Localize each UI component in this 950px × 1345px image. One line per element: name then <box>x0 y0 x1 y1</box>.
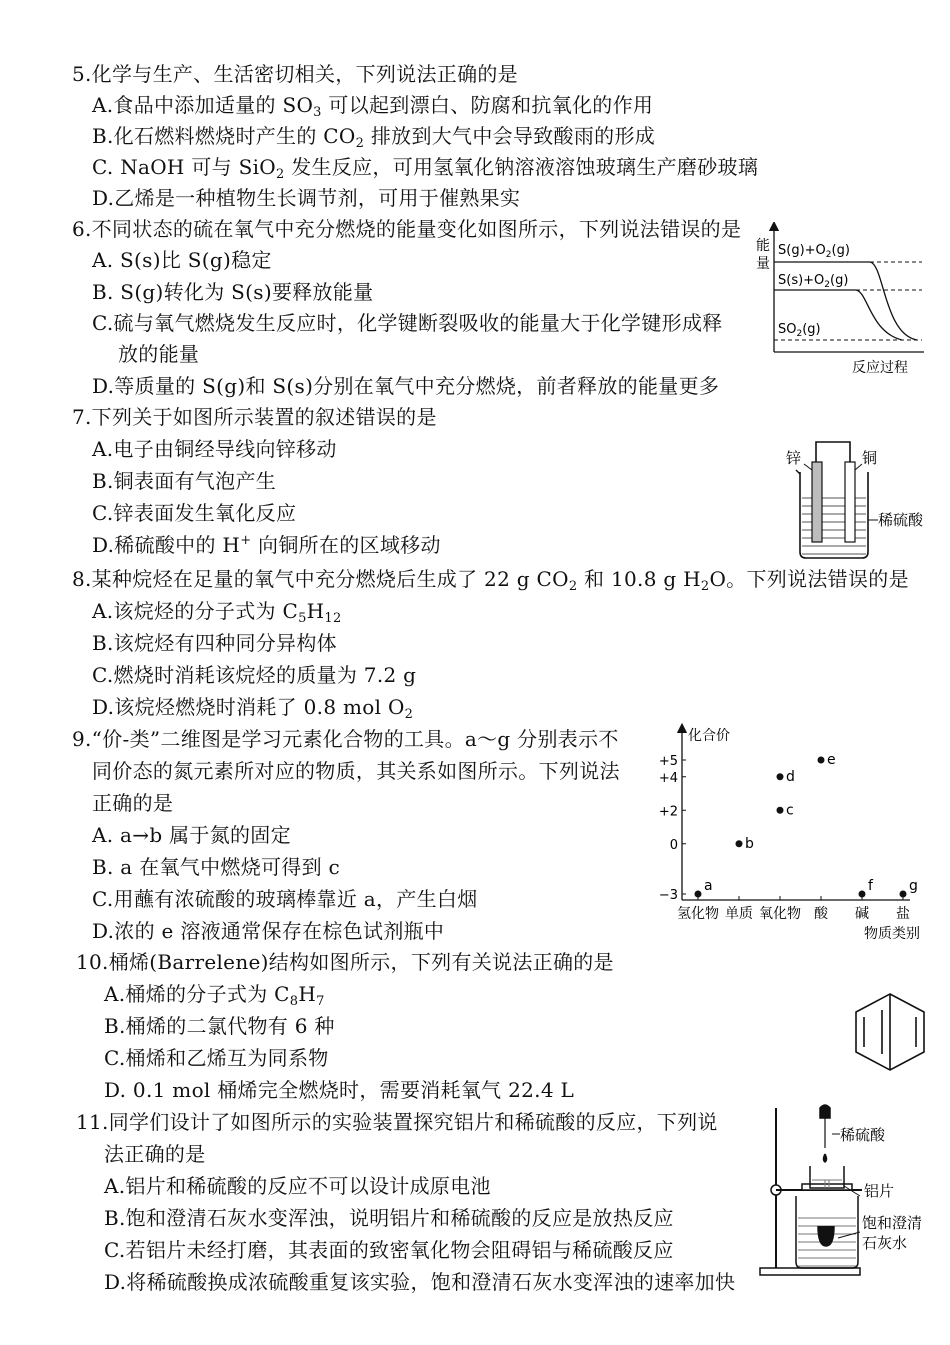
label-dilute-acid-2: 稀硫酸 <box>840 1126 886 1144</box>
point-label-g: g <box>909 878 918 894</box>
x-category-label: 碱 <box>855 906 869 922</box>
point-f <box>859 891 866 898</box>
q11-option-a: A.铝片和稀硫酸的反应不可以设计成原电池 <box>104 1174 491 1198</box>
point-label-e: e <box>827 752 836 768</box>
zinc-plate <box>812 462 822 542</box>
q11-stem-1: 11.同学们设计了如图所示的实验装置探究铝片和稀硫酸的反应，下列说 <box>76 1110 718 1134</box>
q6-option-c-cont: 放的能量 <box>118 342 200 366</box>
q11-option-b: B.饱和澄清石灰水变浑浊，说明铝片和稀硫酸的反应是放热反应 <box>104 1206 674 1230</box>
y-tick-label: +4 <box>658 770 678 786</box>
label-so2: $SO_2(g)$ <box>778 322 821 339</box>
x-category-label: 单质 <box>725 906 753 922</box>
q9-option-a: A. a→b 属于氮的固定 <box>92 823 291 847</box>
point-label-d: d <box>786 768 795 785</box>
wire <box>816 442 850 464</box>
q5-option-d: D.乙烯是一种植物生长调节剂，可用于催熟果实 <box>92 186 521 210</box>
q8-option-b: B.该烷烃有四种同分异构体 <box>92 631 337 655</box>
q6-stem: 6.不同状态的硫在氧气中充分燃烧的能量变化如图所示，下列说法错误的是 <box>72 217 742 241</box>
x-category-label: 氧化物 <box>759 906 801 922</box>
valence-class-chart <box>648 722 938 944</box>
q9-option-b: B. a 在氧气中燃烧可得到 c <box>92 855 341 879</box>
label-ss-o2: $S(s)+O_2(g)$ <box>778 273 849 290</box>
point-e <box>818 757 825 764</box>
label-lime-water-2: 石灰水 <box>862 1234 908 1252</box>
q5-option-a: A.食品中添加适量的 $SO_3$ 可以起到漂白、防腐和抗氧化的作用 <box>92 93 654 120</box>
aluminum-acid-apparatus <box>752 1104 932 1280</box>
point-label-b: b <box>745 835 754 852</box>
q6-option-a: A. S(s)比 S(g)稳定 <box>92 248 272 272</box>
q6-option-d: D.等质量的 S(g)和 S(s)分别在氧气中充分燃烧，前者释放的能量更多 <box>92 374 720 398</box>
valence-xlabel: 物质类别 <box>864 926 920 942</box>
point-label-a: a <box>704 878 713 894</box>
point-label-f: f <box>868 878 873 894</box>
q10-stem: 10.桶烯(Barrelene)结构如图所示，下列有关说法正确的是 <box>76 950 614 974</box>
copper-plate <box>845 462 855 542</box>
point-d <box>777 773 784 780</box>
curve-ss <box>856 290 902 340</box>
q11-option-d: D.将稀硫酸换成浓硫酸重复该实验，饱和澄清石灰水变浑浊的速率加快 <box>104 1270 736 1294</box>
aluminum-piece <box>818 1226 834 1246</box>
label-dilute-acid: 稀硫酸 <box>878 511 924 529</box>
y-tick-label: 0 <box>669 837 678 853</box>
q9-option-d: D.浓的 e 溶液通常保存在棕色试剂瓶中 <box>92 919 445 943</box>
q7-option-c: C.锌表面发生氧化反应 <box>92 501 297 525</box>
dropper-bulb <box>820 1105 830 1118</box>
galvanic-cell-diagram <box>782 436 932 562</box>
q11-stem-2: 法正确的是 <box>104 1142 206 1166</box>
point-a <box>695 891 702 898</box>
label-aluminum: 铝片 <box>864 1182 895 1200</box>
energy-ylabel-1: 能 <box>756 238 770 254</box>
q8-stem: 8.某种烷烃在足量的氧气中充分燃烧后生成了 22 g $CO_2$ 和 10.8 g $H_2O$。下列说法错误的是 <box>72 567 909 594</box>
point-c <box>777 807 784 814</box>
q10-option-d: D. 0.1 mol 桶烯完全燃烧时，需要消耗氧气 22.4 L <box>104 1078 575 1102</box>
energy-diagram <box>752 222 932 374</box>
q7-option-b: B.铜表面有气泡产生 <box>92 469 277 493</box>
q5-stem: 5.化学与生产、生活密切相关，下列说法正确的是 <box>72 62 518 86</box>
q10-option-b: B.桶烯的二氯代物有 6 种 <box>104 1014 335 1038</box>
q9-stem-1: 9.“价-类”二维图是学习元素化合物的工具。a～g 分别表示不 <box>72 727 619 751</box>
q8-option-a: A.该烷烃的分子式为 $C_5H_{12}$ <box>92 599 342 626</box>
q6-option-c: C.硫与氧气燃烧发生反应时，化学键断裂吸收的能量大于化学键形成释 <box>92 311 723 335</box>
label-sg-o2: $S(g)+O_2(g)$ <box>778 243 850 260</box>
q9-stem-2: 同价态的氮元素所对应的物质，其关系如图所示。下列说法 <box>92 759 620 783</box>
y-tick-label: +5 <box>658 754 678 769</box>
valence-ylabel: 化合价 <box>688 728 730 744</box>
q7-option-d: D.稀硫酸中的 H+ 向铜所在的区域移动 <box>92 533 441 557</box>
label-copper: 铜 <box>862 449 878 467</box>
stand-base <box>760 1268 860 1275</box>
label-lime-water-1: 饱和澄清 <box>862 1214 923 1232</box>
q11-option-c: C.若铝片未经打磨，其表面的致密氧化物会阻碍铝与稀硫酸反应 <box>104 1238 674 1262</box>
q8-option-d: D.该烷烃燃烧时消耗了 0.8 mol $O_2$ <box>92 695 414 722</box>
q7-option-a: A.电子由铜经导线向锌移动 <box>92 437 337 461</box>
beaker <box>800 472 868 558</box>
point-b <box>736 840 743 847</box>
label-zinc: 锌 <box>786 449 802 467</box>
y-tick-label: +2 <box>658 804 678 820</box>
q10-option-c: C.桶烯和乙烯互为同系物 <box>104 1046 329 1070</box>
q6-option-b: B. S(g)转化为 S(s)要释放能量 <box>92 280 374 304</box>
x-category-label: 氢化物 <box>677 906 719 922</box>
energy-ylabel-2: 量 <box>756 256 770 272</box>
curve-sg <box>870 262 917 340</box>
q5-option-c: C. NaOH 可与 SiO$_2$ 发生反应，可用氢氧化钠溶液溶蚀玻璃生产磨砂玻璃 <box>92 155 759 182</box>
q9-stem-3: 正确的是 <box>92 791 174 815</box>
barrelene-structure <box>852 990 928 1074</box>
acid-drop <box>824 1154 827 1162</box>
energy-xlabel: 反应过程 <box>852 360 908 374</box>
point-label-c: c <box>786 802 794 819</box>
q10-option-a: A.桶烯的分子式为 $C_8H_7$ <box>104 982 325 1009</box>
x-category-label: 酸 <box>814 906 828 922</box>
q7-stem: 7.下列关于如图所示装置的叙述错误的是 <box>72 405 437 429</box>
q9-option-c: C.用蘸有浓硫酸的玻璃棒靠近 a，产生白烟 <box>92 887 478 911</box>
q5-option-b: B.化石燃料燃烧时产生的 $CO_2$ 排放到大气中会导致酸雨的形成 <box>92 124 656 151</box>
q8-option-c: C.燃烧时消耗该烷烃的质量为 7.2 g <box>92 663 417 687</box>
y-tick-label: −3 <box>658 888 678 903</box>
point-g <box>900 891 907 898</box>
x-category-label: 盐 <box>896 906 910 922</box>
